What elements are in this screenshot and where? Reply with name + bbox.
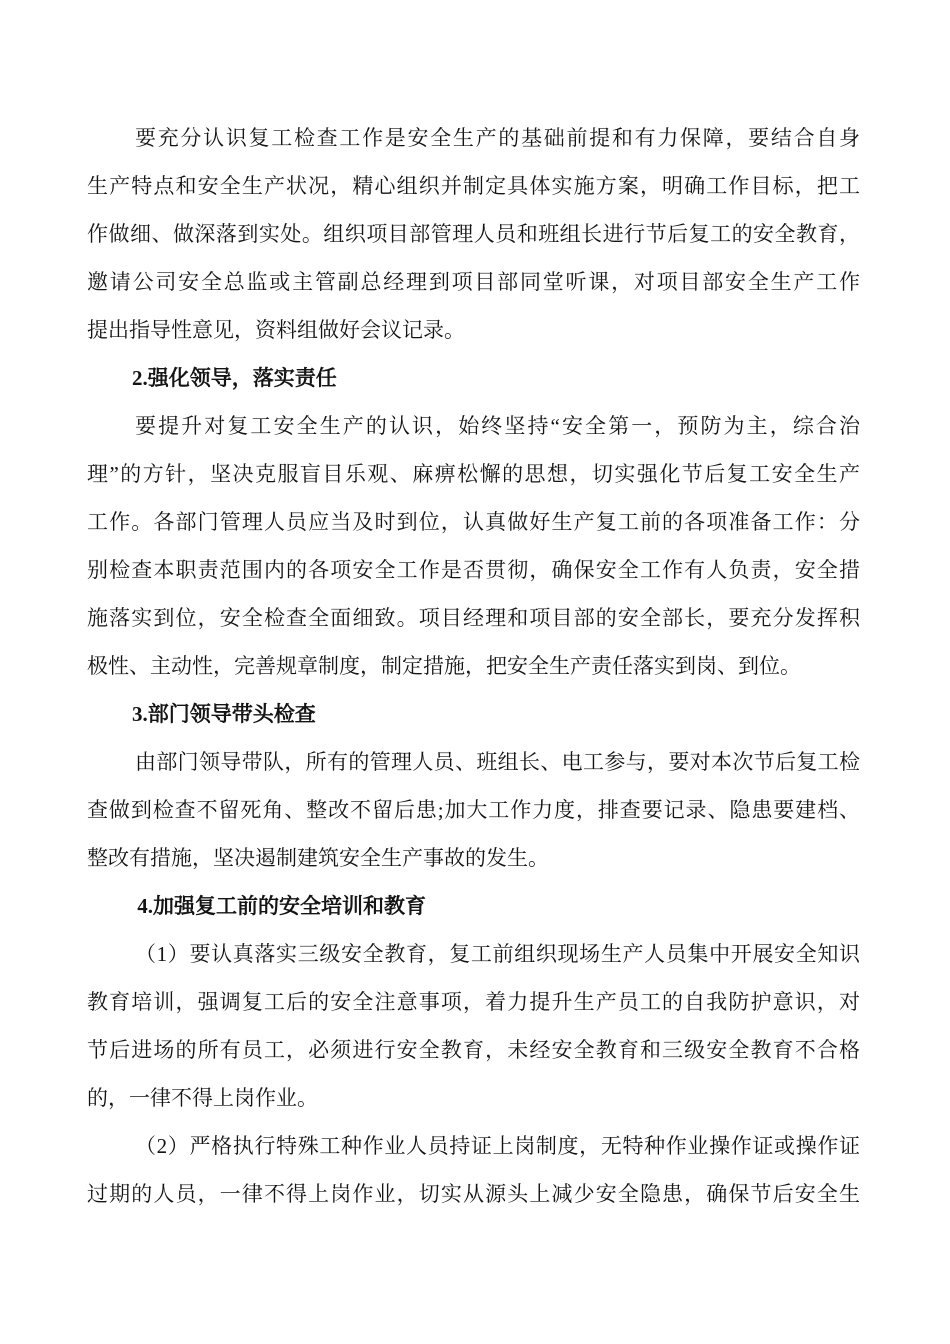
paragraph-line: 邀请公司安全总监或主管副总经理到项目部同堂听课，对项目部安全生产工作: [87, 270, 860, 294]
section-heading: 4.加强复工前的安全培训和教育: [132, 894, 426, 918]
paragraph-line: 教育培训，强调复工后的安全注意事项，着力提升生产员工的自我防护意识，对: [87, 990, 860, 1014]
paragraph-line: 过期的人员，一律不得上岗作业，切实从源头上减少安全隐患，确保节后安全生: [87, 1182, 860, 1206]
paragraph-line: 查做到检查不留死角、整改不留后患;加大工作力度，排查要记录、隐患要建档、: [87, 798, 860, 822]
paragraph-line: 作做细、做深落到实处。组织项目部管理人员和班组长进行节后复工的安全教育，: [87, 222, 860, 246]
paragraph-line: 由部门领导带队，所有的管理人员、班组长、电工参与，要对本次节后复工检: [135, 750, 860, 774]
paragraph-line: 要充分认识复工检查工作是安全生产的基础前提和有力保障，要结合自身: [135, 126, 860, 150]
paragraph-line: 整改有措施，坚决遏制建筑安全生产事故的发生。: [87, 846, 549, 870]
paragraph-line: 的，一律不得上岗作业。: [87, 1086, 318, 1110]
paragraph-line: （1）要认真落实三级安全教育，复工前组织现场生产人员集中开展安全知识: [135, 942, 860, 966]
paragraph-line: 工作。各部门管理人员应当及时到位，认真做好生产复工前的各项准备工作：分: [87, 510, 860, 534]
paragraph-line: 要提升对复工安全生产的认识，始终坚持“安全第一，预防为主，综合治: [135, 414, 860, 438]
section-heading: 2.强化领导，落实责任: [132, 366, 337, 390]
paragraph-line: 极性、主动性，完善规章制度，制定措施，把安全生产责任落实到岗、到位。: [87, 654, 801, 678]
paragraph-line: 施落实到位，安全检查全面细致。项目经理和项目部的安全部长，要充分发挥积: [87, 606, 860, 630]
paragraph-line: 生产特点和安全生产状况，精心组织并制定具体实施方案，明确工作目标，把工: [87, 174, 860, 198]
paragraph-line: 别检查本职责范围内的各项安全工作是否贯彻，确保安全工作有人负责，安全措: [87, 558, 860, 582]
paragraph-line: 理”的方针，坚决克服盲目乐观、麻痹松懈的思想，切实强化节后复工安全生产: [87, 462, 860, 486]
paragraph-line: （2）严格执行特殊工种作业人员持证上岗制度，无特种作业操作证或操作证: [135, 1134, 860, 1158]
section-heading: 3.部门领导带头检查: [132, 702, 316, 726]
paragraph-line: 节后进场的所有员工，必须进行安全教育，未经安全教育和三级安全教育不合格: [87, 1038, 860, 1062]
document-body: [87, 114, 860, 1218]
paragraph-line: 提出指导性意见，资料组做好会议记录。: [87, 318, 465, 342]
